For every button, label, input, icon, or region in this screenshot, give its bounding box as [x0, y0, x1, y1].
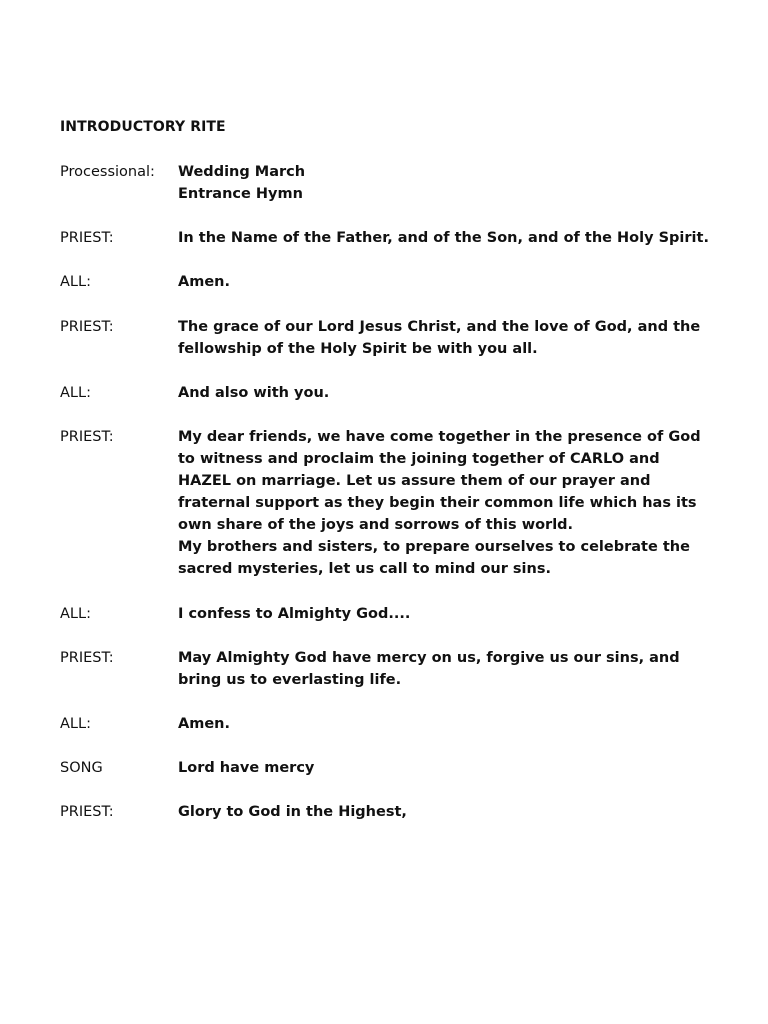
liturgy-entry	[60, 757, 720, 779]
speaker-label: ALL:	[60, 274, 91, 290]
liturgy-entry	[60, 426, 720, 580]
text-line: bring us to everlasting life.	[178, 672, 402, 688]
liturgy-entry	[60, 316, 720, 360]
entry-text	[178, 271, 720, 293]
speaker-label: PRIEST:	[60, 804, 114, 820]
speaker-label: PRIEST:	[60, 429, 114, 445]
speaker-label: SONG	[60, 760, 103, 776]
speaker-label: PRIEST:	[60, 319, 114, 335]
section-heading: INTRODUCTORY RITE	[60, 119, 226, 135]
text-line: HAZEL on marriage. Let us assure them of our prayer and	[178, 473, 651, 489]
text-line: Amen.	[178, 716, 230, 732]
text-line: I confess to Almighty God....	[178, 606, 411, 622]
liturgy-entry	[60, 227, 720, 249]
text-line: In the Name of the Father, and of the Son, and of the Holy Spirit.	[178, 230, 709, 246]
entry-text	[178, 426, 720, 580]
speaker-label: ALL:	[60, 606, 91, 622]
text-line: fellowship of the Holy Spirit be with you all.	[178, 341, 538, 357]
entry-text	[178, 161, 720, 205]
entry-text	[178, 647, 720, 691]
speaker-label: PRIEST:	[60, 230, 114, 246]
liturgy-entry	[60, 713, 720, 735]
text-line: Glory to God in the Highest,	[178, 804, 407, 820]
entry-text	[178, 603, 720, 625]
speaker-label: PRIEST:	[60, 650, 114, 666]
entry-text	[178, 713, 720, 735]
text-line: Amen.	[178, 274, 230, 290]
speaker-label: ALL:	[60, 716, 91, 732]
text-line: sacred mysteries, let us call to mind our sins.	[178, 561, 551, 577]
liturgy-entry	[60, 271, 720, 293]
text-line: own share of the joys and sorrows of this world.	[178, 517, 574, 533]
entry-text	[178, 757, 720, 779]
speaker-label: ALL:	[60, 385, 91, 401]
entry-text	[178, 227, 720, 249]
liturgy-entry	[60, 647, 720, 691]
text-line: My dear friends, we have come together in the presence of God	[178, 429, 701, 445]
text-line: And also with you.	[178, 385, 330, 401]
text-line: Wedding March	[178, 164, 306, 180]
liturgy-entry	[60, 161, 720, 205]
text-line: to witness and proclaim the joining together of CARLO and	[178, 451, 660, 467]
liturgy-entry	[60, 382, 720, 404]
text-line: Lord have mercy	[178, 760, 315, 776]
text-line: My brothers and sisters, to prepare ourselves to celebrate the	[178, 539, 690, 555]
entry-text	[178, 316, 720, 360]
liturgy-entry	[60, 801, 720, 823]
liturgy-entry	[60, 603, 720, 625]
entry-text	[178, 801, 720, 823]
text-line: The grace of our Lord Jesus Christ, and the love of God, and the	[178, 319, 701, 335]
text-line: May Almighty God have mercy on us, forgive us our sins, and	[178, 650, 680, 666]
text-line: fraternal support as they begin their common life which has its	[178, 495, 697, 511]
entry-text	[178, 382, 720, 404]
text-line: Entrance Hymn	[178, 186, 303, 202]
speaker-label: Processional:	[60, 164, 155, 180]
